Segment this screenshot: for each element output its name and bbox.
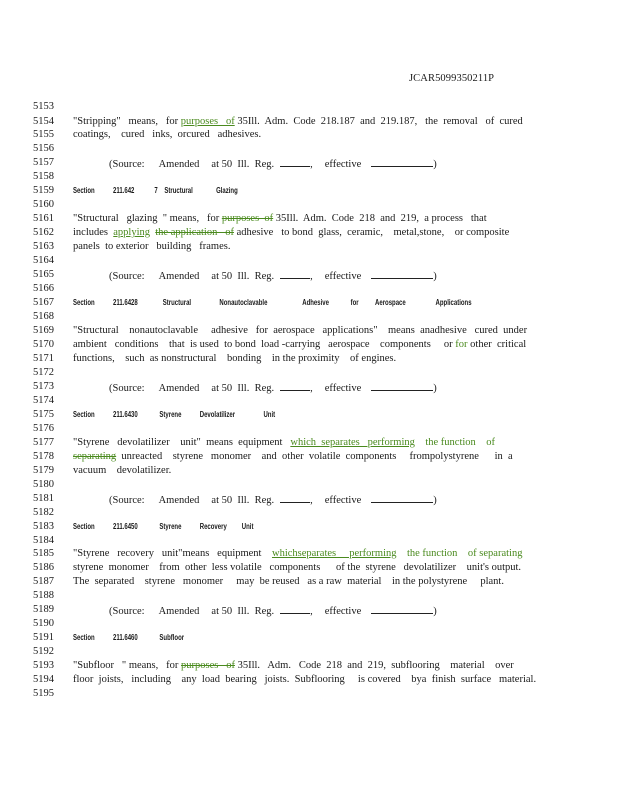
stripping-definition-line-2: coatings, cured inks, orcured adhesives. <box>73 129 262 140</box>
stripping-definition-line-1 <box>73 116 523 128</box>
source-note <box>109 269 437 283</box>
punctuation: , <box>310 271 313 282</box>
subfloor-line-2: floor joists, including any load bearing joists. Subflooring is covered bya finish surface material. <box>73 674 537 685</box>
heading-word: Section <box>73 410 95 419</box>
amended-label: Amended <box>158 383 200 394</box>
heading-word: Section <box>73 633 95 642</box>
heading-text <box>73 521 253 533</box>
heading-word: Adhesive <box>302 298 329 307</box>
source-note <box>109 493 437 507</box>
amended-label: Amended <box>158 271 200 282</box>
section-heading-211-6460 <box>73 632 221 644</box>
heading-word: Recovery <box>199 522 227 531</box>
line-number: 5189 <box>33 604 54 615</box>
section-heading-211-6427 <box>73 185 293 197</box>
deleted-text: purposes of <box>221 213 274 224</box>
heading-word: Structural <box>162 298 192 307</box>
inserted-text: the function of separating <box>396 548 523 559</box>
source-note <box>109 381 437 395</box>
line-number: 5177 <box>33 437 54 448</box>
line-number: 5170 <box>33 339 54 350</box>
line-number: 5160 <box>33 199 54 210</box>
heading-text <box>73 297 472 309</box>
register-reference: at 50 Ill. Reg. <box>211 495 275 506</box>
effective-label: effective <box>324 383 362 394</box>
effective-label: effective <box>324 271 362 282</box>
styrene-devolatilizer-line-3: vacuum devolatilizer. <box>73 465 172 476</box>
line-number: 5182 <box>33 507 54 518</box>
close-paren: ) <box>433 383 437 394</box>
heading-word: Section <box>73 298 95 307</box>
blank-date-field <box>371 381 433 391</box>
structural-nonautoclavable-line-2 <box>73 339 526 351</box>
text-run: "Styrene devolatilizer unit" means equipment <box>73 437 291 448</box>
text-run: "Styrene recovery unit"means equipment <box>73 548 272 559</box>
line-number: 5157 <box>33 157 54 168</box>
heading-word: Devolatilizer <box>199 410 236 419</box>
source-label: (Source: <box>109 159 145 170</box>
heading-word: Nonautoclavable <box>219 298 268 307</box>
heading-word: 7 <box>154 186 158 195</box>
close-paren: ) <box>433 159 437 170</box>
line-number: 5165 <box>33 269 54 280</box>
source-note <box>109 604 437 618</box>
text-run: 35Ill. Adm. Code 218.187 and 219.187, the removal of cured <box>234 116 523 127</box>
heading-word: 211.6460 <box>113 633 138 642</box>
punctuation: , <box>310 495 313 506</box>
deleted-text: separating <box>73 451 117 462</box>
register-reference: at 50 Ill. Reg. <box>211 271 275 282</box>
effective-label: effective <box>324 606 362 617</box>
line-number: 5173 <box>33 381 54 392</box>
heading-word: 211.6430 <box>113 410 138 419</box>
effective-label: effective <box>324 159 362 170</box>
section-heading-211-6428 <box>73 297 604 309</box>
line-number: 5175 <box>33 409 54 420</box>
inserted-text: whichseparates performing <box>271 548 397 559</box>
amended-label: Amended <box>158 495 200 506</box>
source-label: (Source: <box>109 606 145 617</box>
text-run: ambient conditions that is used to bond load -carrying aerospace components or <box>73 339 453 350</box>
line-number: 5187 <box>33 576 54 587</box>
punctuation: , <box>310 383 313 394</box>
line-number: 5171 <box>33 353 54 364</box>
line-number: 5184 <box>33 535 54 546</box>
blank-issue-field <box>280 604 310 614</box>
heading-word: 211.642 <box>113 186 135 195</box>
text-run: 35Ill. Adm. Code 218 and 219, subflooring material over <box>234 660 514 671</box>
line-number: 5166 <box>33 283 54 294</box>
line-number: 5194 <box>33 674 54 685</box>
line-number: 5186 <box>33 562 54 573</box>
source-note <box>109 157 437 171</box>
line-number: 5159 <box>33 185 54 196</box>
styrene-recovery-line-3: The separated styrene monomer may be reused as a raw material in the polystyrene plant. <box>73 576 504 587</box>
text-run: 35Ill. Adm. Code 218 and 219, a process that <box>273 213 487 224</box>
line-number: 5190 <box>33 618 54 629</box>
heading-text <box>73 185 238 197</box>
line-number: 5164 <box>33 255 54 266</box>
source-label: (Source: <box>109 383 145 394</box>
heading-word: Structural <box>164 186 193 195</box>
subfloor-line-1 <box>73 660 514 672</box>
text-run: unreacted styrene monomer and other volatile components frompolystyrene in a <box>116 451 513 462</box>
register-reference: at 50 Ill. Reg. <box>211 383 275 394</box>
line-number: 5172 <box>33 367 54 378</box>
structural-glazing-line-1 <box>73 213 487 225</box>
heading-word: 211.6450 <box>113 522 138 531</box>
heading-text <box>73 632 184 644</box>
punctuation: , <box>310 606 313 617</box>
line-number: 5180 <box>33 479 54 490</box>
text-run: adhesive to bond glass, ceramic, metal,stone, or composite <box>233 227 510 238</box>
heading-word: Applications <box>435 298 472 307</box>
close-paren: ) <box>433 271 437 282</box>
deleted-text: the application of <box>155 227 234 238</box>
blank-issue-field <box>280 381 310 391</box>
line-number: 5153 <box>33 101 54 112</box>
heading-word: 211.6428 <box>113 298 138 307</box>
inserted-text: for <box>455 339 468 350</box>
styrene-devolatilizer-line-1 <box>73 437 495 449</box>
heading-text <box>73 409 275 421</box>
line-number: 5169 <box>33 325 54 336</box>
line-number: 5188 <box>33 590 54 601</box>
text-run: "Structural glazing " means, for <box>73 213 222 224</box>
line-number: 5168 <box>33 311 54 322</box>
blank-date-field <box>371 157 433 167</box>
line-number: 5178 <box>33 451 54 462</box>
inserted-text: which separates performing <box>290 437 415 448</box>
punctuation: , <box>310 159 313 170</box>
source-label: (Source: <box>109 271 145 282</box>
line-number: 5176 <box>33 423 54 434</box>
register-reference: at 50 Ill. Reg. <box>211 159 275 170</box>
text-run: "Stripping" means, for <box>73 116 181 127</box>
blank-issue-field <box>280 493 310 503</box>
heading-word: Aerospace <box>375 298 406 307</box>
structural-glazing-line-2 <box>73 227 509 239</box>
section-heading-211-6450 <box>73 521 314 533</box>
source-label: (Source: <box>109 495 145 506</box>
styrene-devolatilizer-line-2 <box>73 451 513 463</box>
line-number: 5193 <box>33 660 54 671</box>
heading-word: Section <box>73 522 95 531</box>
blank-issue-field <box>280 269 310 279</box>
text-run: other critical <box>467 339 527 350</box>
line-number: 5179 <box>33 465 54 476</box>
structural-nonautoclavable-line-1: "Structural nonautoclavable adhesive for aerospace applications" means anadhesive cured under <box>73 325 528 336</box>
heading-word: Glazing <box>216 186 238 195</box>
deleted-text: purposes of <box>181 660 235 671</box>
line-number: 5174 <box>33 395 54 406</box>
heading-word: for <box>350 298 359 307</box>
document-id: JCAR5099350211P <box>409 73 495 84</box>
line-number: 5191 <box>33 632 54 643</box>
blank-issue-field <box>280 157 310 167</box>
heading-word: Unit <box>241 522 254 531</box>
line-number: 5181 <box>33 493 54 504</box>
line-number: 5162 <box>33 227 54 238</box>
line-number: 5192 <box>33 646 54 657</box>
line-number: 5167 <box>33 297 54 308</box>
blank-date-field <box>371 604 433 614</box>
register-reference: at 50 Ill. Reg. <box>211 606 275 617</box>
heading-word: Subfloor <box>159 633 185 642</box>
line-number: 5158 <box>33 171 54 182</box>
line-number: 5195 <box>33 688 54 699</box>
structural-glazing-line-3: panels to exterior building frames. <box>73 241 231 252</box>
line-number: 5163 <box>33 241 54 252</box>
styrene-recovery-line-1 <box>73 548 522 560</box>
heading-word: Styrene <box>159 522 182 531</box>
line-number: 5161 <box>33 213 54 224</box>
line-number: 5156 <box>33 143 54 154</box>
close-paren: ) <box>433 495 437 506</box>
text-run: "Subfloor " means, for <box>73 660 182 671</box>
heading-word: Section <box>73 186 95 195</box>
heading-word: Unit <box>263 410 276 419</box>
blank-date-field <box>371 269 433 279</box>
close-paren: ) <box>433 606 437 617</box>
section-heading-211-6430 <box>73 409 343 421</box>
amended-label: Amended <box>158 606 200 617</box>
line-number: 5183 <box>33 521 54 532</box>
line-number: 5155 <box>33 129 54 140</box>
effective-label: effective <box>324 495 362 506</box>
styrene-recovery-line-2: styrene monomer from other less volatile components of the styrene devolatilizer unit's output. <box>73 562 522 573</box>
inserted-text: purposes of <box>180 116 235 127</box>
heading-word: Styrene <box>159 410 182 419</box>
structural-nonautoclavable-line-3: functions, such as nonstructural bonding in the proximity of engines. <box>73 353 397 364</box>
blank-date-field <box>371 493 433 503</box>
text-run: includes <box>73 227 114 238</box>
amended-label: Amended <box>158 159 200 170</box>
line-number: 5154 <box>33 116 54 127</box>
inserted-text: applying <box>113 227 150 238</box>
line-number: 5185 <box>33 548 54 559</box>
inserted-text: the function of <box>414 437 496 448</box>
